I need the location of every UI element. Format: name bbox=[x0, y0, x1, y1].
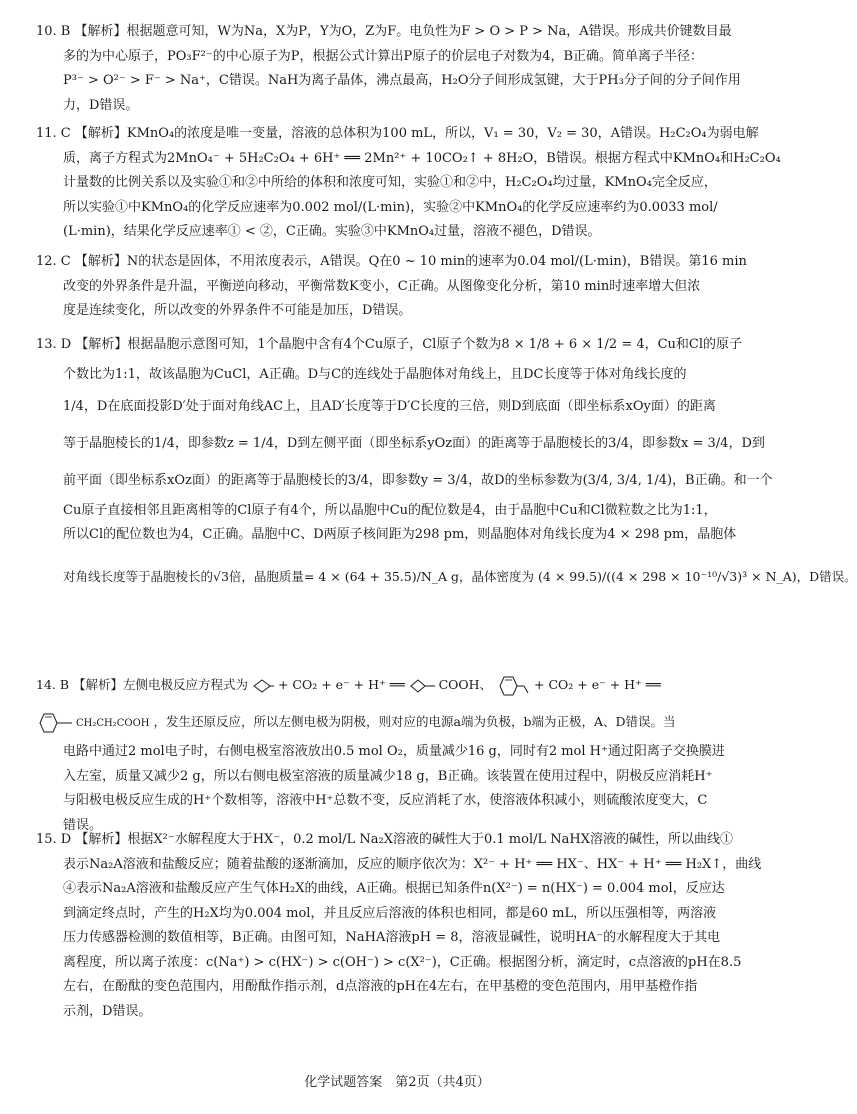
text-line: 等于晶胞棱长的1/4，即参数z = 1/4，D到左侧平面（即坐标系yOz面）的距离等于晶胞棱长的3/4，即参数x = 3/4，D到 bbox=[63, 435, 765, 451]
text-line: 示剂，D错误。 bbox=[63, 1003, 152, 1019]
answer-q15 bbox=[36, 828, 760, 1024]
text-line: 12. C 【解析】N的状态是固体，不用浓度表示，A错误。Q在0 ~ 10 min的速率为0.04 mol/(L·min)，B错误。第16 min bbox=[36, 254, 747, 269]
text-line: 个数比为1:1，故该晶胞为CuCl，A正确。D与C的连线处于晶胞体对角线上，且DC长度等于体对角线长度的 bbox=[63, 367, 687, 382]
text-line: 所以实验①中KMnO₄的化学反应速率为0.002 mol/(L·min)，实验②中KMnO₄的化学反应速率约为0.0033 mol/ bbox=[63, 199, 718, 215]
text-line: ④表示Na₂A溶液和盐酸反应产生气体H₂X的曲线，A正确。根据已知条件n(X²⁻) = n(HX⁻) = 0.004 mol，反应达 bbox=[63, 881, 725, 896]
text-line: 质，离子方程式为2MnO₄⁻ + 5H₂C₂O₄ + 6H⁺ ══ 2Mn²⁺ + 10CO₂↑ + 8H₂O，B错误。根据方程式中KMnO₄和H₂C₂O₄ bbox=[63, 150, 781, 166]
text-fragment: + CO₂ + e⁻ + H⁺ ══ bbox=[277, 677, 405, 692]
answer-q10 bbox=[36, 20, 760, 118]
answer-q13 bbox=[36, 326, 857, 606]
styrene-structure-icon bbox=[496, 675, 530, 697]
text-line: 对角线长度等于晶胞棱长的√3倍，晶胞质量= 4 × (64 + 35.5)/N_A g，晶体密度为 (4 × 99.5)/((4 × 298 × 10⁻¹⁰/√3)³ × N_A)，D错误。 bbox=[63, 568, 857, 584]
page-footer: 化学试题答案 第2页（共4页） bbox=[304, 1075, 490, 1090]
text-line: 15. D 【解析】根据X²⁻水解程度大于HX⁻，0.2 mol/L Na₂X溶液的碱性大于0.1 mol/L NaHX溶液的碱性，所以曲线① bbox=[36, 832, 733, 847]
text-line: 到滴定终点时，产生的H₂X均为0.004 mol，并且反应后溶液的体积也相同，都是60 mL，所以压强相等，两溶液 bbox=[63, 905, 717, 921]
answer-q11 bbox=[36, 122, 781, 245]
answer-q14 bbox=[36, 666, 760, 838]
answer-q12 bbox=[36, 250, 760, 324]
cyclobutane-structure-icon bbox=[409, 678, 435, 694]
cyclopropene-structure-icon bbox=[252, 678, 274, 694]
text-fragment: COOH、 bbox=[438, 677, 493, 692]
text-fragment: CH₂CH₂COOH bbox=[75, 718, 150, 729]
equation-line bbox=[36, 666, 760, 703]
text-line: 改变的外界条件是升温，平衡逆向移动，平衡常数K变小，C正确。从图像变化分析，第10 min时速率增大但浓 bbox=[63, 278, 701, 294]
text-fragment: + CO₂ + e⁻ + H⁺ ══ bbox=[534, 677, 661, 692]
text-line: (L·min)，结果化学反应速率① < ②，C正确。实验③中KMnO₄过量，溶液不褪色，D错误。 bbox=[63, 224, 601, 239]
text-line: 计量数的比例关系以及实验①和②中所给的体积和浓度可知，实验①和②中，H₂C₂O₄均过量，KMnO₄完全反应， bbox=[63, 175, 717, 190]
text-line: 多的为中心原子，PO₃F²⁻的中心原子为P，根据公式计算出P原子的价层电子对数为4，B正确。简单离子半径： bbox=[63, 48, 704, 64]
benzene-ring-structure-icon bbox=[36, 712, 72, 734]
text-line: 与阳极电极反应生成的H⁺个数相等，溶液中H⁺总数不变，反应消耗了水，使溶液体积减小，则硫酸浓度变大，C bbox=[63, 793, 708, 808]
text-line: 10. B 【解析】根据题意可知，W为Na，X为P，Y为O，Z为F。电负性为F > O > P > Na，A错误。形成共价键数目最 bbox=[36, 24, 732, 39]
text-line: 度是连续变化，所以改变的外界条件不可能是加压，D错误。 bbox=[63, 303, 412, 318]
text-line: 1/4，D在底面投影D′处于面对角线AC上，且AD′长度等于D′C长度的三倍，则D到底面（即坐标系xOy面）的距离 bbox=[63, 398, 716, 414]
text-fragment: 14. B 【解析】左侧电极反应方程式为 bbox=[36, 677, 249, 692]
text-line: 压力传感器检测的数值相等，B正确。由图可知，NaHA溶液pH = 8，溶液显碱性，说明HA⁻的水解程度大于其电 bbox=[63, 930, 721, 945]
text-line: 入左室，质量又减少2 g，所以右侧电极室溶液的质量减少18 g，B正确。该装置在使用过程中，阴极反应消耗H⁺ bbox=[63, 768, 713, 784]
text-line: 左右，在酚酞的变色范围内，用酚酞作指示剂，d点溶液的pH在4左右，在甲基橙的变色范围内，用甲基橙作指 bbox=[63, 979, 698, 994]
text-fragment: ，发生还原反应，所以左侧电极为阴极，则对应的电源a端为负极，b端为正极，A、D错误。当 bbox=[153, 714, 676, 729]
text-line: 力，D错误。 bbox=[63, 97, 139, 113]
text-line: 电路中通过2 mol电子时，右侧电极室溶液放出0.5 mol O₂，质量减少16 g，同时有2 mol H⁺通过阳离子交换膜进 bbox=[63, 744, 725, 759]
text-line: P³⁻ > O²⁻ > F⁻ > Na⁺，C错误。NaH为离子晶体，沸点最高，H₂O分子间形成氢键，大于PH₃分子间的分子间作用 bbox=[63, 73, 741, 88]
text-line: 表示Na₂A溶液和盐酸反应；随着盐酸的逐渐滴加，反应的顺序依次为：X²⁻ + H⁺ ══ HX⁻、HX⁻ + H⁺ ══ H₂X↑，曲线 bbox=[63, 856, 762, 872]
text-line: 所以Cl的配位数也为4，C正确。晶胞中C、D两原子核间距为298 pm，则晶胞体对角线长度为4 × 298 pm，晶胞体 bbox=[63, 527, 737, 542]
text-line: 错误。 bbox=[63, 817, 103, 833]
text-line: 13. D 【解析】根据晶胞示意图可知，1个晶胞中含有4个Cu原子，Cl原子个数为8 × 1/8 + 6 × 1/2 = 4，Cu和Cl的原子 bbox=[36, 337, 743, 352]
text-line: 前平面（即坐标系xOz面）的距离等于晶胞棱长的3/4，即参数y = 3/4，故D的坐标参数为(3/4, 3/4, 1/4)，B正确。和一个 bbox=[63, 472, 773, 488]
text-line: 离程度，所以离子浓度：c(Na⁺) > c(HX⁻) > c(OH⁻) > c(X²⁻)，C正确。根据图分析，滴定时，c点溶液的pH在8.5 bbox=[63, 954, 742, 970]
text-line: Cu原子直接相邻且距离相等的Cl原子有4个，所以晶胞中Cu的配位数是4，由于晶胞中Cu和Cl微粒数之比为1:1， bbox=[63, 502, 717, 518]
text-line: 11. C 【解析】KMnO₄的浓度是唯一变量，溶液的总体积为100 mL，所以，V₁ = 30，V₂ = 30，A错误。H₂C₂O₄为弱电解 bbox=[36, 126, 759, 141]
equation-line bbox=[36, 703, 760, 740]
